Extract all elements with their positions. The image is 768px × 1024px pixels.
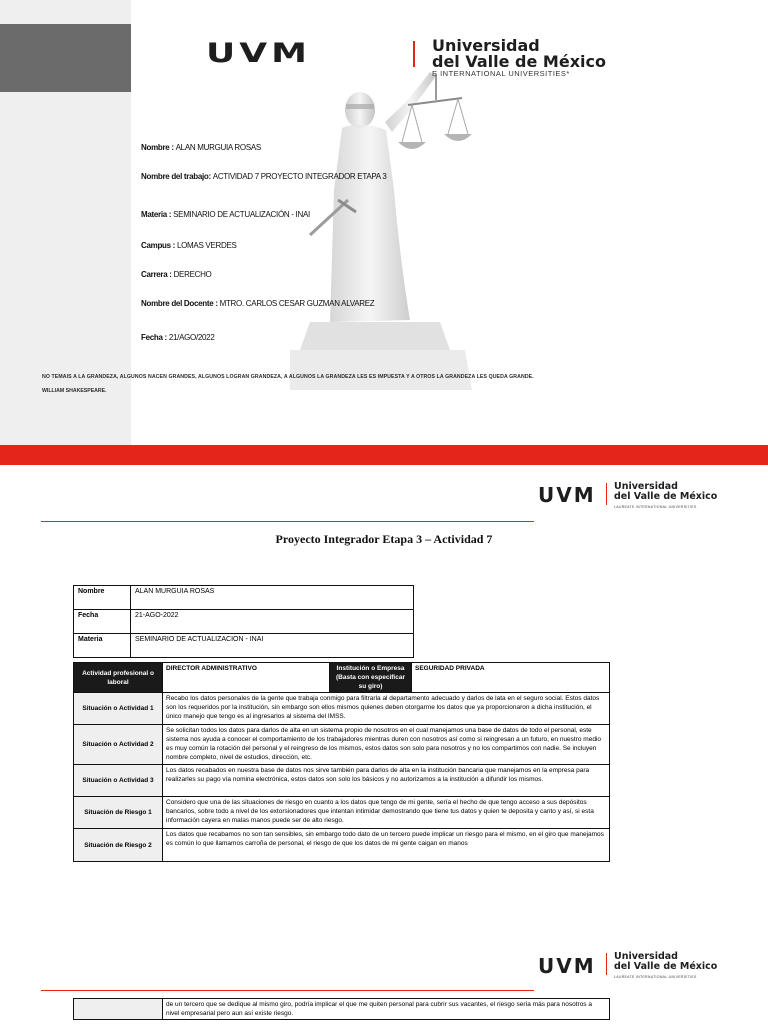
- university-name: [432, 38, 606, 70]
- cover-field-campus: [141, 241, 237, 250]
- table-row: [74, 725, 610, 765]
- table-row: [74, 829, 610, 862]
- row-label: Situación o Actividad 1: [74, 693, 163, 725]
- row-label-empty: [74, 999, 163, 1020]
- field-value: 21/AGO/2022: [168, 333, 215, 342]
- row-label: Situación de Riesgo 2: [74, 829, 163, 862]
- field-value: MTRO. CARLOS CESAR GUZMAN ALVAREZ: [219, 299, 375, 308]
- table-row: [74, 765, 610, 797]
- info-value: ALAN MURGUIA ROSAS: [131, 586, 414, 610]
- header-red-rule: [41, 990, 534, 991]
- field-value: DERECHO: [173, 270, 212, 279]
- student-info-table: [73, 585, 414, 658]
- field-label: Carrera :: [141, 270, 174, 279]
- cover-quote: NO TEMAIS A LA GRANDEZA, ALGUNOS NACEN GRANDES, ALGUNOS LOGRAN GRANDEZA, A ALGUNOS LA GRANDEZA LES ES IMPUESTA Y A OTROS LA GRANDEZA LES QUEDA GRANDE.: [42, 374, 534, 380]
- logo-divider: [413, 41, 415, 67]
- field-label: Nombre del Docente :: [141, 299, 220, 308]
- info-value: SEMINARIO DE ACTUALIZACION - INAI: [131, 634, 414, 658]
- header-laureate-tagline: LAUREATE INTERNATIONAL UNIVERSITIES: [614, 505, 697, 509]
- table-row: [74, 634, 414, 658]
- university-name-line2: del Valle de México: [432, 52, 606, 71]
- uvm-logo-wordmark: UVM: [206, 38, 311, 69]
- info-value: 21-AGO-2022: [131, 610, 414, 634]
- info-label: Fecha: [74, 610, 131, 634]
- row-text: Recabo los datos personales de la gente que trabaja conmigo para filtrarla al departamento adecuado y darlos de lata en el seguro social. Estos datos son los requeridos por la institución, sin embargo son ellos mismos quienes deben otorgarme los datos que ya proporcionaron a dicha institución, el único manejo que tengo es al ingresarlos al sistema del IMSS.: [163, 693, 610, 725]
- field-label: Nombre :: [141, 143, 176, 152]
- institution-label: Institución o Empresa (Basta con especificar su giro): [330, 663, 412, 693]
- page-separator-band: [0, 445, 768, 465]
- table-row: [74, 610, 414, 634]
- header-university-line1: Universidad: [614, 951, 678, 962]
- cover-page: [0, 0, 768, 445]
- header-uvm-logo: UVM: [538, 954, 596, 978]
- justice-statue-image: [290, 60, 480, 395]
- row-text: de un tercero que se dedique al mismo giro, podría implicar el que me quiten personal para cubrir sus vacantes, el riesgo sería más para nosotros a nivel empresarial pero aun así existe riesgo.: [163, 999, 610, 1020]
- row-text: Los datos recabados en nuestra base de datos nos sirve también para darlos de alta en la institución bancaria que manejamos en la empresa para realizarles su pago vía nomina electrónica, estos datos son solo los básicos y no autorizamos a la institución a difundir los mismos.: [163, 765, 610, 797]
- field-value: LOMAS VERDES: [176, 241, 237, 250]
- field-label: Fecha :: [141, 333, 169, 342]
- header-logo-divider: [606, 953, 607, 975]
- cover-field-carrera: [141, 270, 211, 279]
- row-text: Los datos que recabamos no son tan sensibles, sin embargo todo dato de un tercero puede implicar un riesgo para el mismo, en el giro que manejamos es común lo que llamamos carroña de personal, el riesgo de que los datos de mi gente caigan en manos: [163, 829, 610, 862]
- row-label: Situación de Riesgo 1: [74, 797, 163, 829]
- network-tagline: E INTERNATIONAL UNIVERSITIES*: [432, 69, 570, 78]
- row-label: Situación o Actividad 2: [74, 725, 163, 765]
- header-university-name: [614, 952, 717, 972]
- cover-field-nombre: [141, 143, 261, 152]
- field-label: Nombre del trabajo:: [141, 172, 213, 181]
- field-value: SEMINARIO DE ACTUALIZACIÓN - INAI: [173, 210, 310, 219]
- institution-value: SEGURIDAD PRIVADA: [412, 663, 610, 693]
- cover-field-fecha: [141, 333, 214, 342]
- field-value: ALAN MURGUIA ROSAS: [175, 143, 261, 152]
- row-label: Situación o Actividad 3: [74, 765, 163, 797]
- table-header-row: [74, 663, 610, 693]
- header-uvm-logo: UVM: [538, 483, 596, 507]
- header-laureate-tagline: LAUREATE INTERNATIONAL UNIVERSITIES: [614, 975, 697, 979]
- table-row: [74, 693, 610, 725]
- activity-label: Actividad profesional o laboral: [74, 663, 163, 693]
- header-university-line1: Universidad: [614, 481, 678, 492]
- cover-field-trabajo: [141, 172, 386, 181]
- document-title: Proyecto Integrador Etapa 3 – Actividad 7: [275, 532, 493, 546]
- field-value: ACTIVIDAD 7 PROYECTO INTEGRADOR ETAPA 3: [212, 172, 387, 181]
- header-university-line2: del Valle de México: [614, 491, 718, 502]
- info-label: Materia: [74, 634, 131, 658]
- cover-quote-author: WILLIAM SHAKESPEARE.: [42, 388, 107, 394]
- cover-gray-block: [0, 24, 131, 92]
- activities-table-continuation: [73, 998, 610, 1020]
- activity-value: DIRECTOR ADMINISTRATIVO: [163, 663, 330, 693]
- uvm-logo: [206, 38, 311, 79]
- header-university-line2: del Valle de México: [614, 961, 718, 972]
- table-row: [74, 999, 610, 1020]
- cover-field-materia: [141, 210, 310, 219]
- table-row: [74, 797, 610, 829]
- header-red-rule: [41, 521, 534, 522]
- row-text: Considero que una de las situaciones de riesgo en cuanto a los datos que tengo de mi gente, sería el hecho de que tengo acceso a sus depósitos bancarios, sobre todo a nivel de los extorsionadores que intentan intimidar demostrando que tiene tus datos y quien te deposita y canto y así, si esta información cayera en malas manos puede ser de alto riesgo.: [163, 797, 610, 829]
- cover-field-docente: [141, 299, 374, 308]
- field-label: Campus :: [141, 241, 177, 250]
- table-row: [74, 586, 414, 610]
- field-label: Materia :: [141, 210, 174, 219]
- row-text: Se solicitan todos los datos para darlos de alta en un sistema propio de nosotros en el cual manejamos una base de datos de todo el personal, este sistema nos ayuda a conocer el comportamiento de los trabajadores mientras duren con nosotros así como si reingresan a un futuro, en nuestro medio es muy común la rotación del personal y el reingreso de los mismos, estos datos son solo para nosotros y no los compartimos con nadie. Se incluyen nombre completo, nivel de estudios, dirección, etc.: [163, 725, 610, 765]
- activities-table: [73, 662, 610, 862]
- header-logo-divider: [606, 483, 607, 505]
- info-label: Nombre: [74, 586, 131, 610]
- header-university-name: [614, 482, 717, 502]
- university-name-line1: Universidad: [432, 36, 540, 55]
